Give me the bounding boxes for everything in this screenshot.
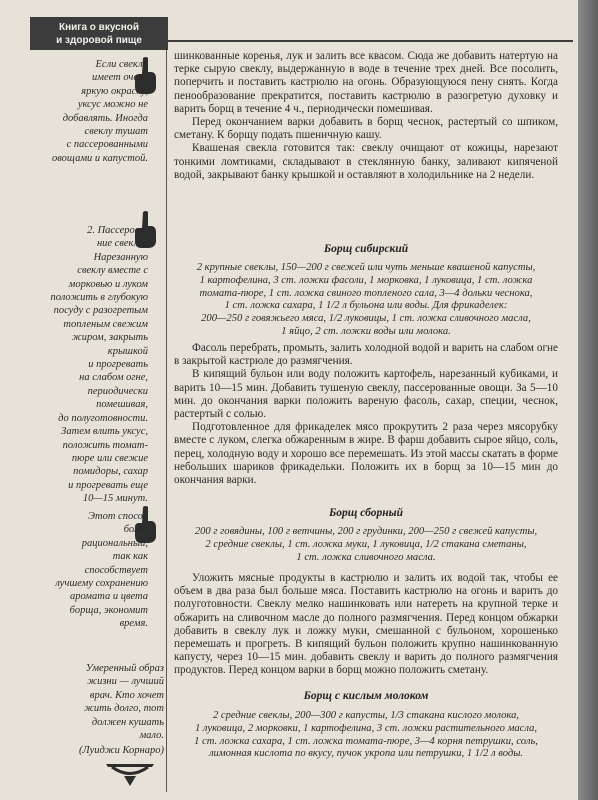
note-line: помешивая, [96,399,148,411]
note-line: рациональный, [81,537,148,549]
ingredient-line: 1 ст. ложка сахара, 1 1/2 л бульона или воды. Для фрикаделек: [224,300,508,312]
note-line: свеклу тушат [84,126,148,138]
ingredient-line: томата-пюре, 1 ст. ложка свиного топленого сала, 3—4 дольки чеснока, [199,287,533,299]
sidebar-divider [166,50,167,792]
note-line: 2. Пассерова- [87,225,148,236]
note-line: с пассерованными [66,139,148,151]
note-line: ние свеклы. [96,238,148,250]
note-line: Если свекла [95,59,148,70]
quote-line: Умеренный образ [85,663,164,674]
intro-paragraph: Перед окончанием варки добавить в борщ чеснок, растертый со шпиком, сметану. К борщу подать пшеничную кашу. [174,116,558,142]
note-line: овощами и капустой. [52,152,148,164]
note-line: борща, экономит [69,604,148,616]
ingredient-line: 1 яйцо, 2 ст. ложки воды или молока. [281,325,451,337]
note-line: лучшему сохранению [55,578,148,590]
note-line: на слабом огне, [79,372,148,384]
top-rule [168,40,573,42]
note-line: пюре или свежие [71,452,148,464]
quote-line: врач. Кто хочет [89,689,164,701]
note-line: 10—15 минут. [82,493,148,505]
ingredient-line: 200—250 г говяжьего мяса, 1/2 луковицы, 1 ст. ложка сливочного масла, [201,313,531,325]
recipe-ingredients [174,710,558,761]
recipe-method [174,572,558,678]
intro-text [174,50,558,182]
quote-line: мало. [139,730,164,742]
quote-author: (Луиджи Корнаро) [79,745,164,757]
method-paragraph: Фасоль перебрать, промыть, залить холодной водой и варить на слабом огне в закрытой кастрюле до размягчения. [174,342,558,368]
note-line: и прогревать [88,359,148,371]
ingredient-line: 1 ст. ложка сахара, 1 ст. ложка томата-пюре, 3—4 корня петрушки, соль, [194,735,538,747]
note-line: топленым свежим [63,318,148,330]
note-line: помидоры, сахар [73,466,148,478]
ingredient-line: 2 средние свеклы, 1 ст. ложка муки, 1 луковица, 1/2 стакана сметаны, [205,538,527,550]
note-line: посуду с разогретым [53,305,148,317]
method-paragraph: Подготовленное для фрикаделек мясо прокрутить 2 раза через мясорубку вместе с луком, слегка обжаренным в жире. В фарш добавить сырое яйцо, соль, перец, холодную воду и хорошо все перемешать. Из этой массы скатать в форме небольших шариков фрикадельки. Положить их в борщ за 10—15 мин до окончания варки. [174,421,558,487]
note-line: и прогревать еще [68,479,148,491]
note-line: способствует [84,564,148,576]
note-line: до полуготовности. [58,412,148,424]
note-line: более [123,524,148,536]
ingredient-line: 1 картофелина, 3 ст. ложки фасоли, 1 морковка, 1 луковица, 1 ст. ложка [199,274,533,286]
quote-line: должен кушать [91,716,164,728]
serving-plate-icon [104,758,156,788]
note-line: свеклу вместе с [77,265,148,277]
note-line: крышкой [107,345,148,357]
note-line: периодически [87,385,148,397]
recipe-method [174,342,558,487]
note-line: морковью и луком [68,278,148,290]
method-paragraph: В кипящий бульон или воду положить картофель, нарезанный кубиками, и варить 10—15 мин. Добавить тушеную свеклу, пассерованные овощи. За 5—10 мин. до окончания варки положить вареную фасоль, сахар, специи, чеснок, растертый с солью. [174,368,558,421]
ingredient-line: 2 средние свеклы, 200—300 г капусты, 1/3 стакана кислого молока, [212,710,520,721]
recipe-ingredients [174,526,558,564]
note-line: Нарезанную [93,251,148,263]
note-line: аромата и цвета [69,591,148,603]
method-paragraph: Уложить мясные продукты в кастрюлю и залить их водой так, чтобы ее объем в два раза был больше мяса. Поставить кастрюлю на огонь и варить до полуготовности. Свеклу мелко нашинковать или натереть на крупной терке и обжарить на сливочном масле до полного размягчения. Перед концом обжарки добавить в свеклу лук и ложку муки, смешанной с бульоном, хорошенько перемешать и прогреть. В кипящий бульон положить крупно нашинкованную капусту, через 10—15 мин. добавить свеклу и варить до полного размягчения продуктов. Перед концом варки в борщ можно положить сметану. [174,572,558,677]
note-line: жиром, закрыть [71,332,148,344]
header-line-1: Книга о вкусной [58,22,139,33]
ingredient-line: лимонная кислота по вкусу, пучок укропа или петрушки, 1 1/2 л воды. [208,748,524,760]
sidebar-note-2 [14,224,148,506]
intro-paragraph: шинкованные коренья, лук и залить все квасом. Сюда же добавить натертую на терке сырую свеклу, выдержанную в воде в течение трех дней. Все посолить, поперчить и поставить кастрюлю на огонь. Образующуюся пену снять. Когда пенообразование прекратится, поставить кастрюлю в разогретую духовку и варить борщ в течение 4 ч., периодически помешивая. [174,50,558,115]
recipe-title: Борщ сборный [328,507,404,519]
page-edge [578,0,598,800]
note-line: так как [112,551,148,563]
book-header [30,17,168,50]
sidebar-quote [14,662,164,758]
note-line: имеет очень [92,72,148,84]
recipe-ingredients [174,262,558,339]
sidebar-note-1 [14,58,148,165]
recipe-title: Борщ с кислым молоком [303,690,429,702]
ingredient-line: 2 крупные свеклы, 150—200 г свежей или чуть меньше квашеной капусты, [196,262,536,273]
ingredient-line: 200 г говядины, 100 г ветчины, 200 г грудинки, 200—250 г свежей капусты, [194,526,538,537]
quote-line: жизни — лучший [87,676,164,688]
ingredient-line: 1 луковица, 2 морковки, 1 картофелина, 3 ст. ложки растительного масла, [194,722,538,734]
note-line: уксус можно не [77,99,148,111]
note-line: яркую окраску, [81,85,148,97]
note-line: добавлять. Иногда [62,112,148,124]
recipe-title: Борщ сибирский [323,243,409,255]
note-line: положить томат- [62,439,148,451]
note-line: время. [119,618,148,630]
note-line: Затем влить уксус, [61,426,148,438]
sidebar-note-3 [14,510,148,631]
header-line-2: и здоровой пище [56,35,142,46]
note-line: положить в глубокую [50,292,148,304]
note-line: Этот способ [88,511,148,522]
intro-paragraph: Квашеная свекла готовится так: свеклу очищают от кожицы, нарезают тонкими ломтиками, складывают в стеклянную банку, заливают кипяченой водой, закрывают банку крышкой и оставляют в холодильнике на 2 недели. [174,142,558,181]
ingredient-line: 1 ст. ложка сливочного масла. [296,551,436,563]
quote-line: жить долго, тот [84,703,164,715]
